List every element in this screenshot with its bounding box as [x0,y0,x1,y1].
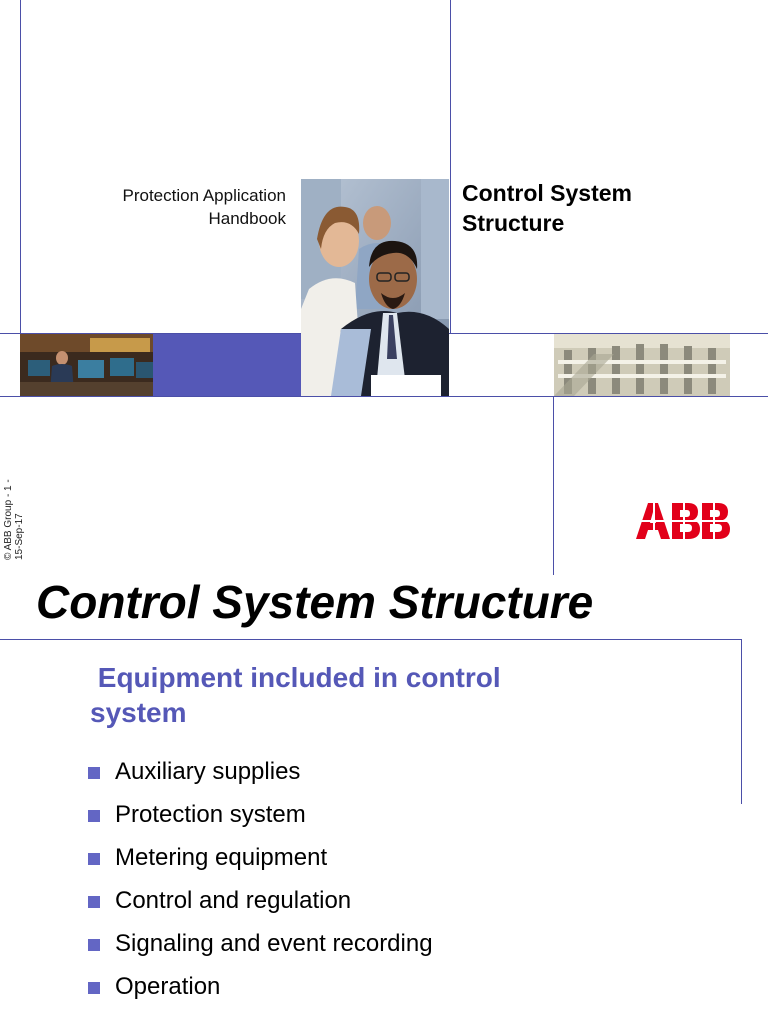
grid-line-right [553,397,554,575]
grid-line-lower [0,396,768,397]
list-item-label: Protection system [115,801,306,828]
copyright-line-1: © ABB Group - 1 - [3,479,14,560]
grid-line-center [450,0,451,334]
title-underline [0,639,742,640]
list-item [88,967,433,1010]
cover-title-line-2: Structure [462,210,565,236]
list-item-label: Metering equipment [115,844,328,871]
bullet-list [88,752,433,1010]
square-bullet-icon [88,767,100,779]
list-item [88,795,433,838]
switchgear-photo [554,334,730,396]
copyright-line-2: 15-Sep-17 [14,513,25,560]
slide-title: Control System Structure [36,576,594,628]
square-bullet-icon [88,853,100,865]
list-item-label: Operation [115,973,221,1000]
handbook-label [123,184,287,230]
handbook-line-1: Protection Application [122,186,286,205]
list-item-label: Auxiliary supplies [115,758,301,785]
control-room-photo [20,334,153,396]
people-photo [301,179,449,396]
cover-title-line-1: Control System [462,180,632,206]
list-item [88,924,433,967]
square-bullet-icon [88,896,100,908]
slide-subtitle: Equipment included in control system [90,662,509,728]
square-bullet-icon [88,982,100,994]
copyright-note [3,440,25,560]
content-frame-right [741,639,742,804]
list-item-label: Signaling and event recording [115,930,433,957]
list-item [88,838,433,881]
square-bullet-icon [88,810,100,822]
accent-band [153,334,301,396]
list-item-label: Control and regulation [115,887,352,914]
list-item [88,881,433,924]
abb-logo [636,501,732,546]
square-bullet-icon [88,939,100,951]
handbook-line-2: Handbook [208,209,286,228]
cover-title [462,178,682,238]
list-item [88,752,433,795]
